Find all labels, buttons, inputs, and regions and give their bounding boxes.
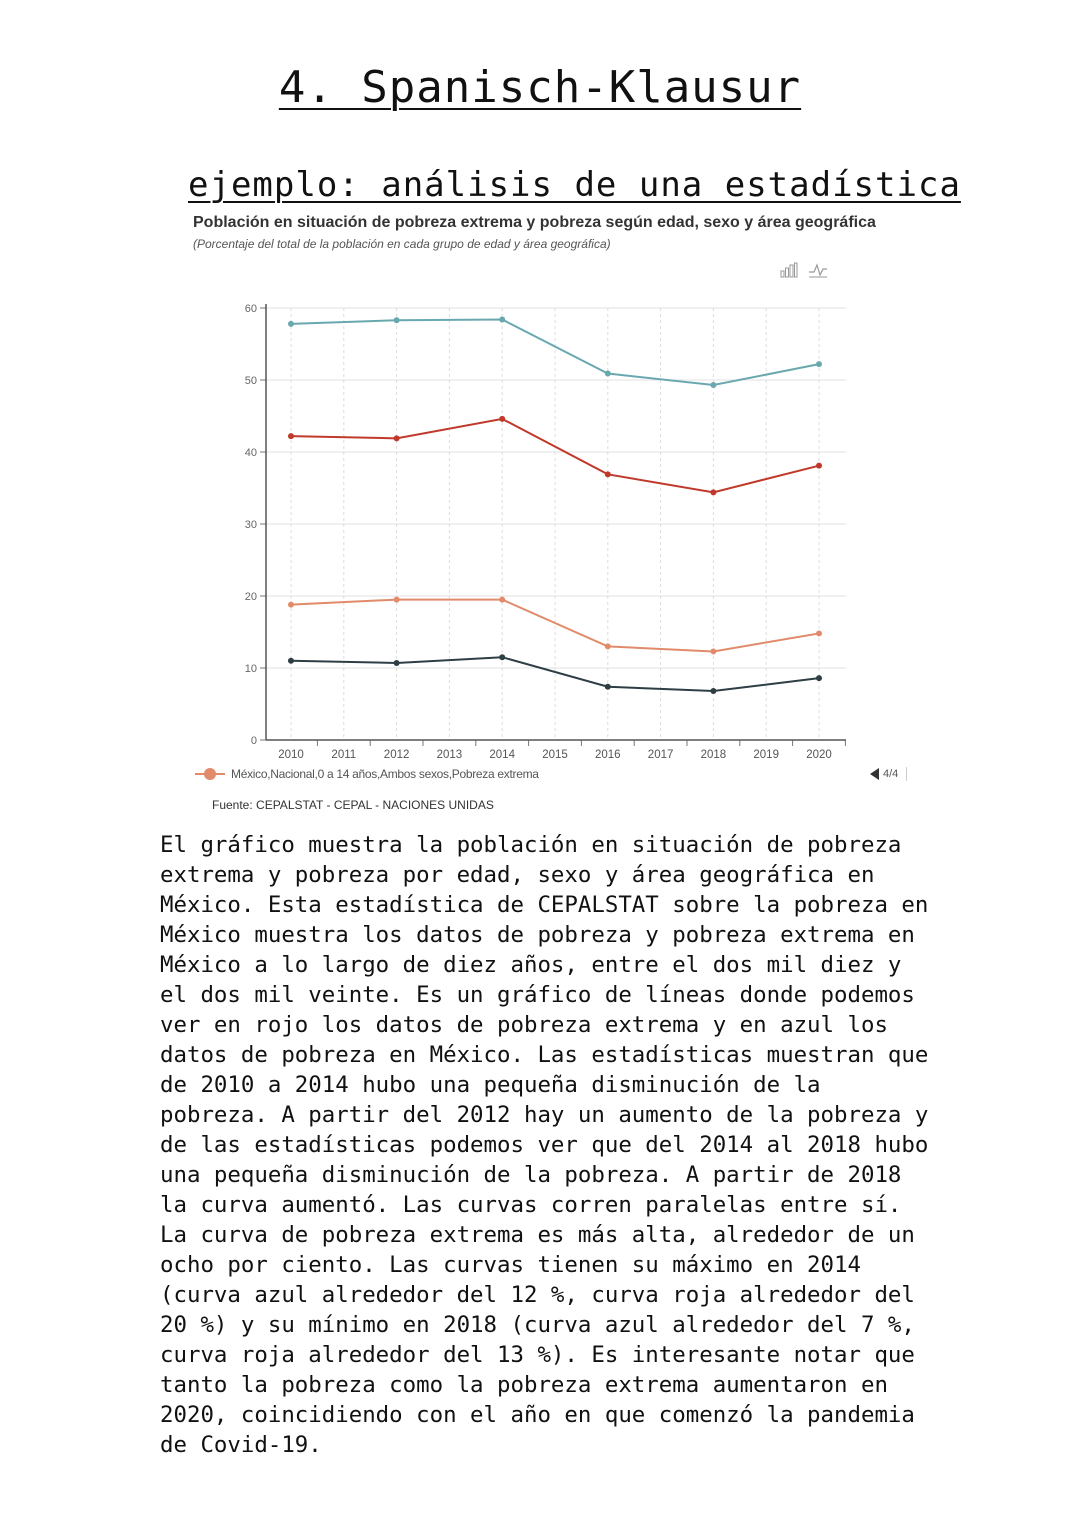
data-point[interactable] xyxy=(499,416,505,422)
paragraph-line: La curva de pobreza extrema es más alta, alrededor de un xyxy=(160,1222,915,1248)
y-tick-label: 0 xyxy=(250,735,257,747)
data-point[interactable] xyxy=(394,597,400,603)
x-tick-label: 2015 xyxy=(542,749,568,761)
bar-chart-icon[interactable] xyxy=(780,262,798,278)
data-point[interactable] xyxy=(288,602,294,608)
data-point[interactable] xyxy=(710,489,716,495)
data-point[interactable] xyxy=(394,435,400,441)
x-tick-label: 2011 xyxy=(331,749,357,761)
paragraph-line: tanto la pobreza como la pobreza extrema aumentaron en xyxy=(160,1372,888,1398)
x-tick-label: 2016 xyxy=(595,749,621,761)
paragraph-line: de 2010 a 2014 hubo una pequeña disminución de la xyxy=(160,1072,821,1098)
paragraph-line: ver en rojo los datos de pobreza extrema y en azul los xyxy=(160,1012,888,1038)
data-point[interactable] xyxy=(710,648,716,654)
chart-grid xyxy=(266,308,846,740)
paragraph-line: (curva azul alrededor del 12 %, curva roja alrededor del xyxy=(160,1282,915,1308)
pager-divider xyxy=(906,767,907,781)
data-point[interactable] xyxy=(288,321,294,327)
paragraph-line: de las estadísticas podemos ver que del 2014 al 2018 hubo xyxy=(160,1132,929,1158)
chart-axes xyxy=(245,303,846,761)
paragraph-line: 2020, coincidiendo con el año en que comenzó la pandemia xyxy=(160,1402,915,1428)
analysis-paragraph xyxy=(160,830,960,1460)
paragraph-line: México a lo largo de diez años, entre el dos mil diez y xyxy=(160,952,902,978)
y-tick-label: 40 xyxy=(244,447,257,459)
paragraph-line: pobreza. A partir del 2012 hay un aumento de la pobreza y xyxy=(160,1102,929,1128)
legend-marker-icon xyxy=(195,768,225,780)
y-tick-label: 10 xyxy=(244,663,257,675)
page-subtitle-text: ejemplo: análisis de una estadística xyxy=(188,165,961,205)
data-point[interactable] xyxy=(710,688,716,694)
chart-subtitle: (Porcentaje del total de la población en cada grupo de edad y área geográfica) xyxy=(193,237,611,251)
series-line xyxy=(291,600,819,652)
y-tick-label: 30 xyxy=(244,519,257,531)
data-point[interactable] xyxy=(605,643,611,649)
data-point[interactable] xyxy=(394,317,400,323)
chart-series xyxy=(288,317,822,695)
paragraph-line: México muestra los datos de pobreza y pobreza extrema en xyxy=(160,922,915,948)
paragraph-line: datos de pobreza en México. Las estadísticas muestran que xyxy=(160,1042,929,1068)
x-tick-label: 2019 xyxy=(753,749,779,761)
legend-label: México,Nacional,0 a 14 años,Ambos sexos,Pobreza extrema xyxy=(231,767,539,781)
x-tick-label: 2018 xyxy=(700,749,727,761)
page-subtitle xyxy=(188,165,961,205)
chart-title: Población en situación de pobreza extrema y pobreza según edad, sexo y área geográfica xyxy=(193,214,876,231)
data-point[interactable] xyxy=(605,684,611,690)
paragraph-line: el dos mil veinte. Es un gráfico de líneas donde podemos xyxy=(160,982,915,1008)
data-point[interactable] xyxy=(288,433,294,439)
x-tick-label: 2013 xyxy=(436,749,463,761)
paragraph-line: la curva aumentó. Las curvas corren paralelas entre sí. xyxy=(160,1192,902,1218)
x-tick-label: 2017 xyxy=(647,749,674,761)
paragraph-line: El gráfico muestra la población en situación de pobreza xyxy=(160,832,902,858)
pager-prev-arrow-icon[interactable] xyxy=(870,768,879,780)
line-chart xyxy=(190,290,870,765)
data-point[interactable] xyxy=(288,658,294,664)
data-point[interactable] xyxy=(394,660,400,666)
chart-source: Fuente: CEPALSTAT - CEPAL - NACIONES UNIDAS xyxy=(212,798,494,812)
line-chart-icon[interactable] xyxy=(808,262,828,278)
data-point[interactable] xyxy=(605,371,611,377)
y-tick-label: 20 xyxy=(244,591,257,603)
data-point[interactable] xyxy=(816,361,822,367)
data-point[interactable] xyxy=(499,597,505,603)
x-tick-label: 2012 xyxy=(383,749,410,761)
data-point[interactable] xyxy=(816,463,822,469)
page-title xyxy=(0,62,1080,113)
page-title-text: 4. Spanisch-Klausur xyxy=(278,62,802,113)
y-tick-label: 60 xyxy=(244,303,257,315)
paragraph-line: ocho por ciento. Las curvas tienen su máximo en 2014 xyxy=(160,1252,861,1278)
x-tick-label: 2010 xyxy=(278,749,304,761)
data-point[interactable] xyxy=(816,675,822,681)
data-point[interactable] xyxy=(499,317,505,323)
paragraph-line: una pequeña disminución de la pobreza. A partir de 2018 xyxy=(160,1162,902,1188)
paragraph-line: 20 %) y su mínimo en 2018 (curva azul alrededor del 7 %, xyxy=(160,1312,915,1338)
data-point[interactable] xyxy=(499,654,505,660)
chart-type-switcher xyxy=(780,262,828,278)
data-point[interactable] xyxy=(605,471,611,477)
data-point[interactable] xyxy=(816,630,822,636)
paragraph-line: extrema y pobreza por edad, sexo y área geográfica en xyxy=(160,862,875,888)
legend-pager xyxy=(870,767,907,781)
paragraph-line: de Covid-19. xyxy=(160,1432,322,1458)
paragraph-line: México. Esta estadística de CEPALSTAT sobre la pobreza en xyxy=(160,892,929,918)
pager-count: 4/4 xyxy=(883,768,899,780)
y-tick-label: 50 xyxy=(244,375,257,387)
chart-legend[interactable] xyxy=(195,767,539,781)
paragraph-line: curva roja alrededor del 13 %). Es interesante notar que xyxy=(160,1342,915,1368)
x-tick-label: 2014 xyxy=(489,749,515,761)
x-tick-label: 2020 xyxy=(806,749,832,761)
data-point[interactable] xyxy=(710,382,716,388)
